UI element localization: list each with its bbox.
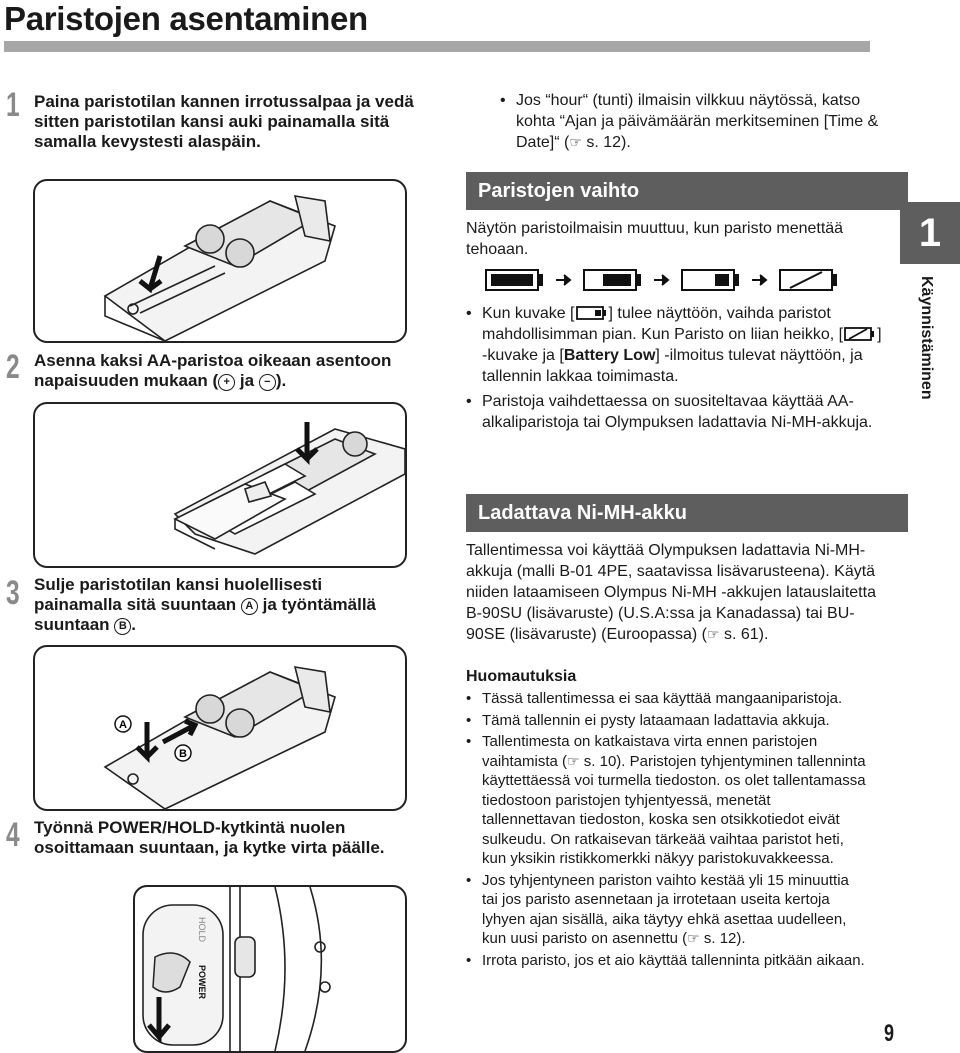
figure-open-battery-cover xyxy=(33,179,407,343)
recorder-illustration-close-cover xyxy=(35,647,405,809)
battery-bullets xyxy=(466,303,891,433)
note-text: Irrota paristo, jos et aio käyttää tallenninta pitkään aikaan. xyxy=(482,951,865,969)
figure-insert-batteries xyxy=(33,402,407,568)
battery-low-inline-icon xyxy=(575,305,609,321)
pointing-hand-icon: ☞ xyxy=(567,752,580,769)
battery-level-sequence xyxy=(484,266,864,294)
battery-bullet xyxy=(466,391,891,433)
intro-note xyxy=(500,90,885,153)
bullet-text: Paristoja vaihdettaessa on suositeltavaa käyttää AA-alkaliparistoja tai Olympuksen ladattavia Ni-MH-akkuja. xyxy=(482,393,873,431)
step-2-text-part: Asenna kaksi AA-paristoa oikeaan asentoon napaisuuden mukaan ( xyxy=(34,351,392,390)
bullet-text: ] -kuvake ja [ xyxy=(482,326,882,364)
battery-low-message: Battery Low xyxy=(563,347,656,364)
step-3-text-part: ja työntämällä suuntaan xyxy=(34,595,377,634)
pointing-hand-icon: ☞ xyxy=(687,930,700,946)
note-item xyxy=(466,871,866,949)
rechargeable-text: s. 61). xyxy=(719,626,769,643)
bullet-text: ] tulee näyttöön, vaihda paristot mahdollisimman pian. Kun Paristo on liian heikko, [ xyxy=(482,305,844,343)
fig-label-b: B xyxy=(179,748,187,760)
step-number-1: 1 xyxy=(6,86,20,124)
direction-a-label: A xyxy=(241,598,258,615)
page-title: Paristojen asentaminen xyxy=(4,0,368,37)
step-2-text-part: ja xyxy=(235,371,259,390)
note-text: s. 10). Paristojen tyhjentyminen tallenninta käyttettäessä voi turmella tiedoston. os olet tallentamassa tiedostoon paristojen tyhjentyessä, menetät tallennettavan tiedoston, koska sen otsikkotiedot eivät sulkeudu. On ratkaisevan tärkeää vaihtaa paristot heti, kun yksikin ristikkomerkki näkyy paristokuvakkeessa. xyxy=(482,752,866,867)
note-text: Jos tyhjentyneen pariston vaihto kestää yli 15 minuuttia tai jos paristo asennetaan ja irrotetaan useita kertoja lyhyen ajan sisällä, aika täytyy ehkä asettaa uudelleen, kun uusi paristo on asennettu ( xyxy=(482,871,849,947)
fig-label-a: A xyxy=(119,719,127,731)
title-rule xyxy=(4,41,870,52)
intro-text: s. 12). xyxy=(581,134,631,151)
pointing-hand-icon: ☞ xyxy=(706,626,720,642)
recorder-illustration-batteries xyxy=(35,404,405,566)
note-text: s. 12). xyxy=(699,930,746,947)
figure-close-battery-cover xyxy=(33,645,407,811)
pointing-hand-icon: ☞ xyxy=(569,134,582,150)
recorder-illustration-open-cover xyxy=(35,181,405,341)
intro-text: Jos “hour“ (tunti) ilmaisin vilkkuu näytössä, katso kohta “Ajan ja päivämäärän merkitseminen [Time & Date]“ ( xyxy=(516,92,879,151)
notes-list xyxy=(466,689,866,972)
note-item xyxy=(466,689,866,709)
intro-bullet xyxy=(500,90,885,153)
bullet-text: Kun kuvake [ xyxy=(482,305,575,322)
section-1-intro: Näytön paristoilmaisin muuttuu, kun paristo menettää tehoaan. xyxy=(466,220,844,258)
direction-b-label: B xyxy=(114,618,131,635)
step-3-text-part: . xyxy=(131,615,137,634)
power-hold-label: POWER/HOLD xyxy=(97,818,216,837)
battery-bullet xyxy=(466,303,891,387)
step-4-text xyxy=(34,818,414,858)
note-text: Tässä tallentimessa ei saa käyttää mangaaniparistoja. xyxy=(482,690,843,707)
notes-title: Huomautuksia xyxy=(466,668,577,685)
rechargeable-text: Tallentimessa voi käyttää Olympuksen ladattavia Ni-MH-akkuja (malli B-01 4PE, saatavissa lisävarusteena). Käytä niiden lataamiseen Olympus Ni-MH -akkujen latauslaitetta B-90SU (lisävaruste) (U.S.A:ssa ja Kanadassa) tai BU-90SE (lisävaruste) (Euroopassa) ( xyxy=(466,542,876,643)
note-text: Tallentimesta on katkaistava virta ennen paristojen vaihtamista ( xyxy=(482,733,818,770)
chapter-label: Käynnistäminen xyxy=(918,276,935,400)
figure-power-switch xyxy=(133,885,407,1053)
step-3-text xyxy=(34,575,414,635)
step-2-text xyxy=(34,351,414,391)
chapter-side-label xyxy=(913,276,947,426)
step-number-3: 3 xyxy=(6,574,20,612)
step-3-text-part: Sulje paristotilan kansi huolellisesti painamalla sitä suuntaan xyxy=(34,575,323,614)
step-number-4: 4 xyxy=(6,816,20,854)
chapter-tab: 1 xyxy=(900,202,960,264)
section-header-rechargeable-battery: Ladattava Ni-MH-akku xyxy=(466,494,908,532)
note-item xyxy=(466,711,866,731)
hold-label: HOLD xyxy=(197,917,207,943)
battery-empty-inline-icon xyxy=(843,326,877,342)
plus-polarity-icon: + xyxy=(218,374,235,391)
note-item xyxy=(466,732,866,869)
step-1-text: Paina paristotilan kannen irrotussalpaa ja vedä sitten paristotilan kansi auki painamalla sitä samalla kevystesti alaspäin. xyxy=(34,92,414,151)
step-2-text-part: ). xyxy=(275,371,287,390)
section-header-battery-replacement: Paristojen vaihto xyxy=(466,172,908,210)
page-number: 9 xyxy=(884,1020,895,1047)
bullet-text: ] -ilmoitus tulevat näyttöön, ja tallennin lakkaa toimimasta. xyxy=(482,347,863,385)
note-item xyxy=(466,951,866,971)
minus-polarity-icon: − xyxy=(259,374,276,391)
power-hold-switch-illustration xyxy=(135,887,405,1051)
step-number-2: 2 xyxy=(6,348,20,386)
note-text: Tämä tallennin ei pysty lataamaan ladattavia akkuja. xyxy=(482,711,830,729)
step-4-text-part: Työnnä xyxy=(34,818,98,837)
step-4-text-part: -kytkintä nuolen osoittamaan suuntaan, ja kytke virta päälle. xyxy=(34,818,385,857)
power-label: POWER xyxy=(197,965,207,1000)
rechargeable-battery-text xyxy=(466,540,876,645)
